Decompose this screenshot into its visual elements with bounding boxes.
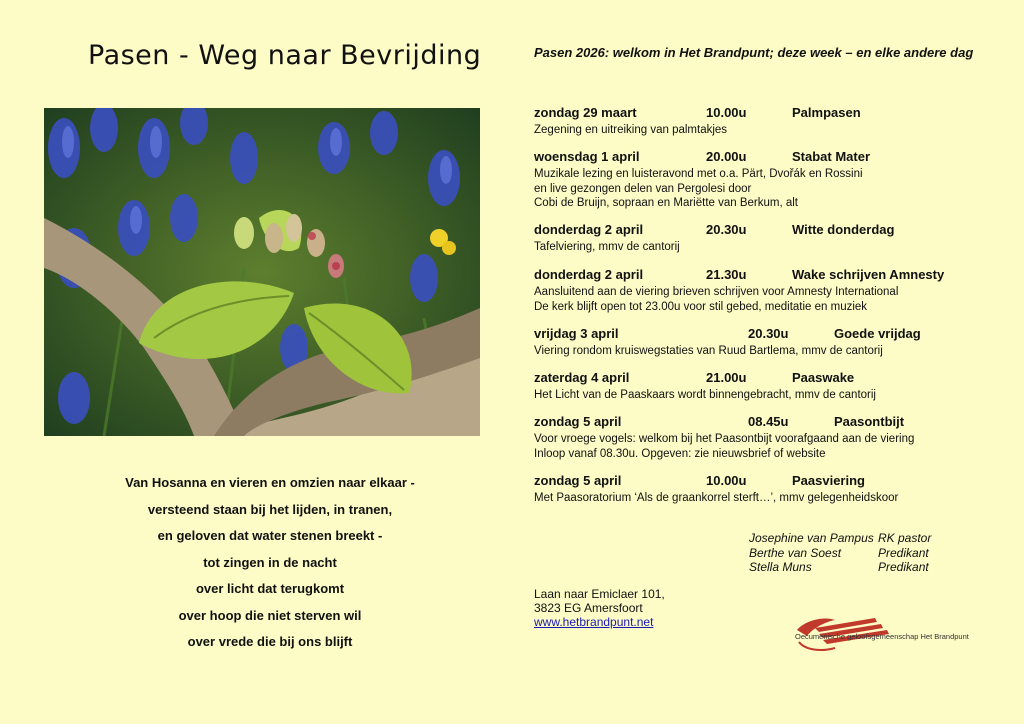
event-description: Inloop vanaf 08.30u. Opgeven: zie nieuwsbrief of website xyxy=(534,447,826,460)
event-time: 20.30u xyxy=(706,222,747,237)
event-date: zondag 29 maart xyxy=(534,105,637,120)
event-paaswake xyxy=(534,371,994,403)
event-time: 20.30u xyxy=(748,326,789,341)
event-time: 21.30u xyxy=(706,267,747,282)
event-date: vrijdag 3 april xyxy=(534,326,619,341)
event-stabat-mater xyxy=(534,150,994,211)
event-goede-vrijdag xyxy=(534,327,994,359)
event-wake-amnesty xyxy=(534,268,994,314)
event-name: Paaswake xyxy=(792,370,855,385)
signatory-role: RK pastor xyxy=(878,531,932,545)
website-link[interactable]: www.hetbrandpunt.net xyxy=(534,615,654,629)
event-date: zondag 5 april xyxy=(534,473,622,488)
event-time: 08.45u xyxy=(748,414,789,429)
event-date: woensdag 1 april xyxy=(534,149,640,164)
page-title: Pasen - Weg naar Bevrijding xyxy=(88,40,482,71)
event-date: zondag 5 april xyxy=(534,414,622,429)
event-palmpasen xyxy=(534,106,994,138)
intro-heading: Pasen 2026: welkom in Het Brandpunt; deze week – en elke andere dag xyxy=(534,45,974,60)
event-description: Voor vroege vogels: welkom bij het Paasontbijt voorafgaand aan de viering xyxy=(534,433,915,445)
event-date: zaterdag 4 april xyxy=(534,370,630,385)
address-block xyxy=(534,587,665,629)
event-witte-donderdag xyxy=(534,223,994,255)
poem-line: over licht dat terugkomt xyxy=(195,581,345,596)
address-city: 3823 EG Amersfoort xyxy=(534,601,643,615)
signatory-name: Berthe van Soest xyxy=(749,545,842,560)
poem-line: over vrede die bij ons blijft xyxy=(187,634,353,649)
event-name: Paasontbijt xyxy=(834,414,905,429)
poem-line: versteend staan bij het lijden, in tranen, xyxy=(147,501,393,517)
event-description: Cobi de Bruijn, sopraan en Mariëtte van Berkum, alt xyxy=(534,197,798,209)
event-name: Wake schrijven Amnesty xyxy=(792,267,945,282)
event-time: 10.00u xyxy=(706,473,747,488)
event-name: Stabat Mater xyxy=(792,149,871,164)
event-paasviering xyxy=(534,474,994,506)
event-description: De kerk blijft open tot 23.00u voor stil gebed, meditatie en muziek xyxy=(534,300,868,313)
event-description: Muzikale lezing en luisteravond met o.a. Pärt, Dvořák en Rossini xyxy=(534,168,863,180)
signatory-name: Josephine van Pampus xyxy=(749,531,874,545)
event-name: Witte donderdag xyxy=(792,222,895,237)
event-time: 10.00u xyxy=(706,105,747,120)
signatory-name: Stella Muns xyxy=(749,560,812,574)
event-date: donderdag 2 april xyxy=(534,222,644,237)
signatory-role: Predikant xyxy=(878,560,929,574)
event-name: Palmpasen xyxy=(792,105,861,120)
logo-text: Oecumenische geloofsgemeenschap Het Brandpunt xyxy=(795,632,969,641)
event-time: 21.00u xyxy=(706,370,747,385)
event-description: Zegening en uitreiking van palmtakjes xyxy=(534,124,728,136)
event-description: Aansluitend aan de viering brieven schrijven voor Amnesty International xyxy=(534,286,899,298)
poem-line: Van Hosanna en vieren en omzien naar elkaar - xyxy=(125,475,415,490)
blossom-photo xyxy=(44,108,480,436)
poem-line: tot zingen in de nacht xyxy=(203,554,337,570)
event-paasontbijt xyxy=(534,415,994,461)
poem xyxy=(100,470,440,656)
poem-line: en geloven dat water stenen breekt - xyxy=(157,528,383,543)
event-description: en live gezongen delen van Pergolesi door xyxy=(534,182,752,195)
event-description: Tafelviering, mmv de cantorij xyxy=(534,241,680,253)
event-description: Met Paasoratorium ‘Als de graankorrel sterft…’, mmv gelegenheidskoor xyxy=(534,492,899,504)
event-name: Paasviering xyxy=(792,473,865,488)
event-description: Het Licht van de Paaskaars wordt binnengebracht, mmv de cantorij xyxy=(534,389,876,401)
event-name: Goede vrijdag xyxy=(834,326,921,341)
signatory-role: Predikant xyxy=(878,545,929,560)
event-description: Viering rondom kruiswegstaties van Ruud Bartlema, mmv de cantorij xyxy=(534,345,883,357)
signatories xyxy=(749,531,949,575)
poem-line: over hoop die niet sterven wil xyxy=(178,607,362,623)
event-time: 20.00u xyxy=(706,149,747,164)
address-street: Laan naar Emiclaer 101, xyxy=(534,587,665,601)
event-date: donderdag 2 april xyxy=(534,267,644,282)
